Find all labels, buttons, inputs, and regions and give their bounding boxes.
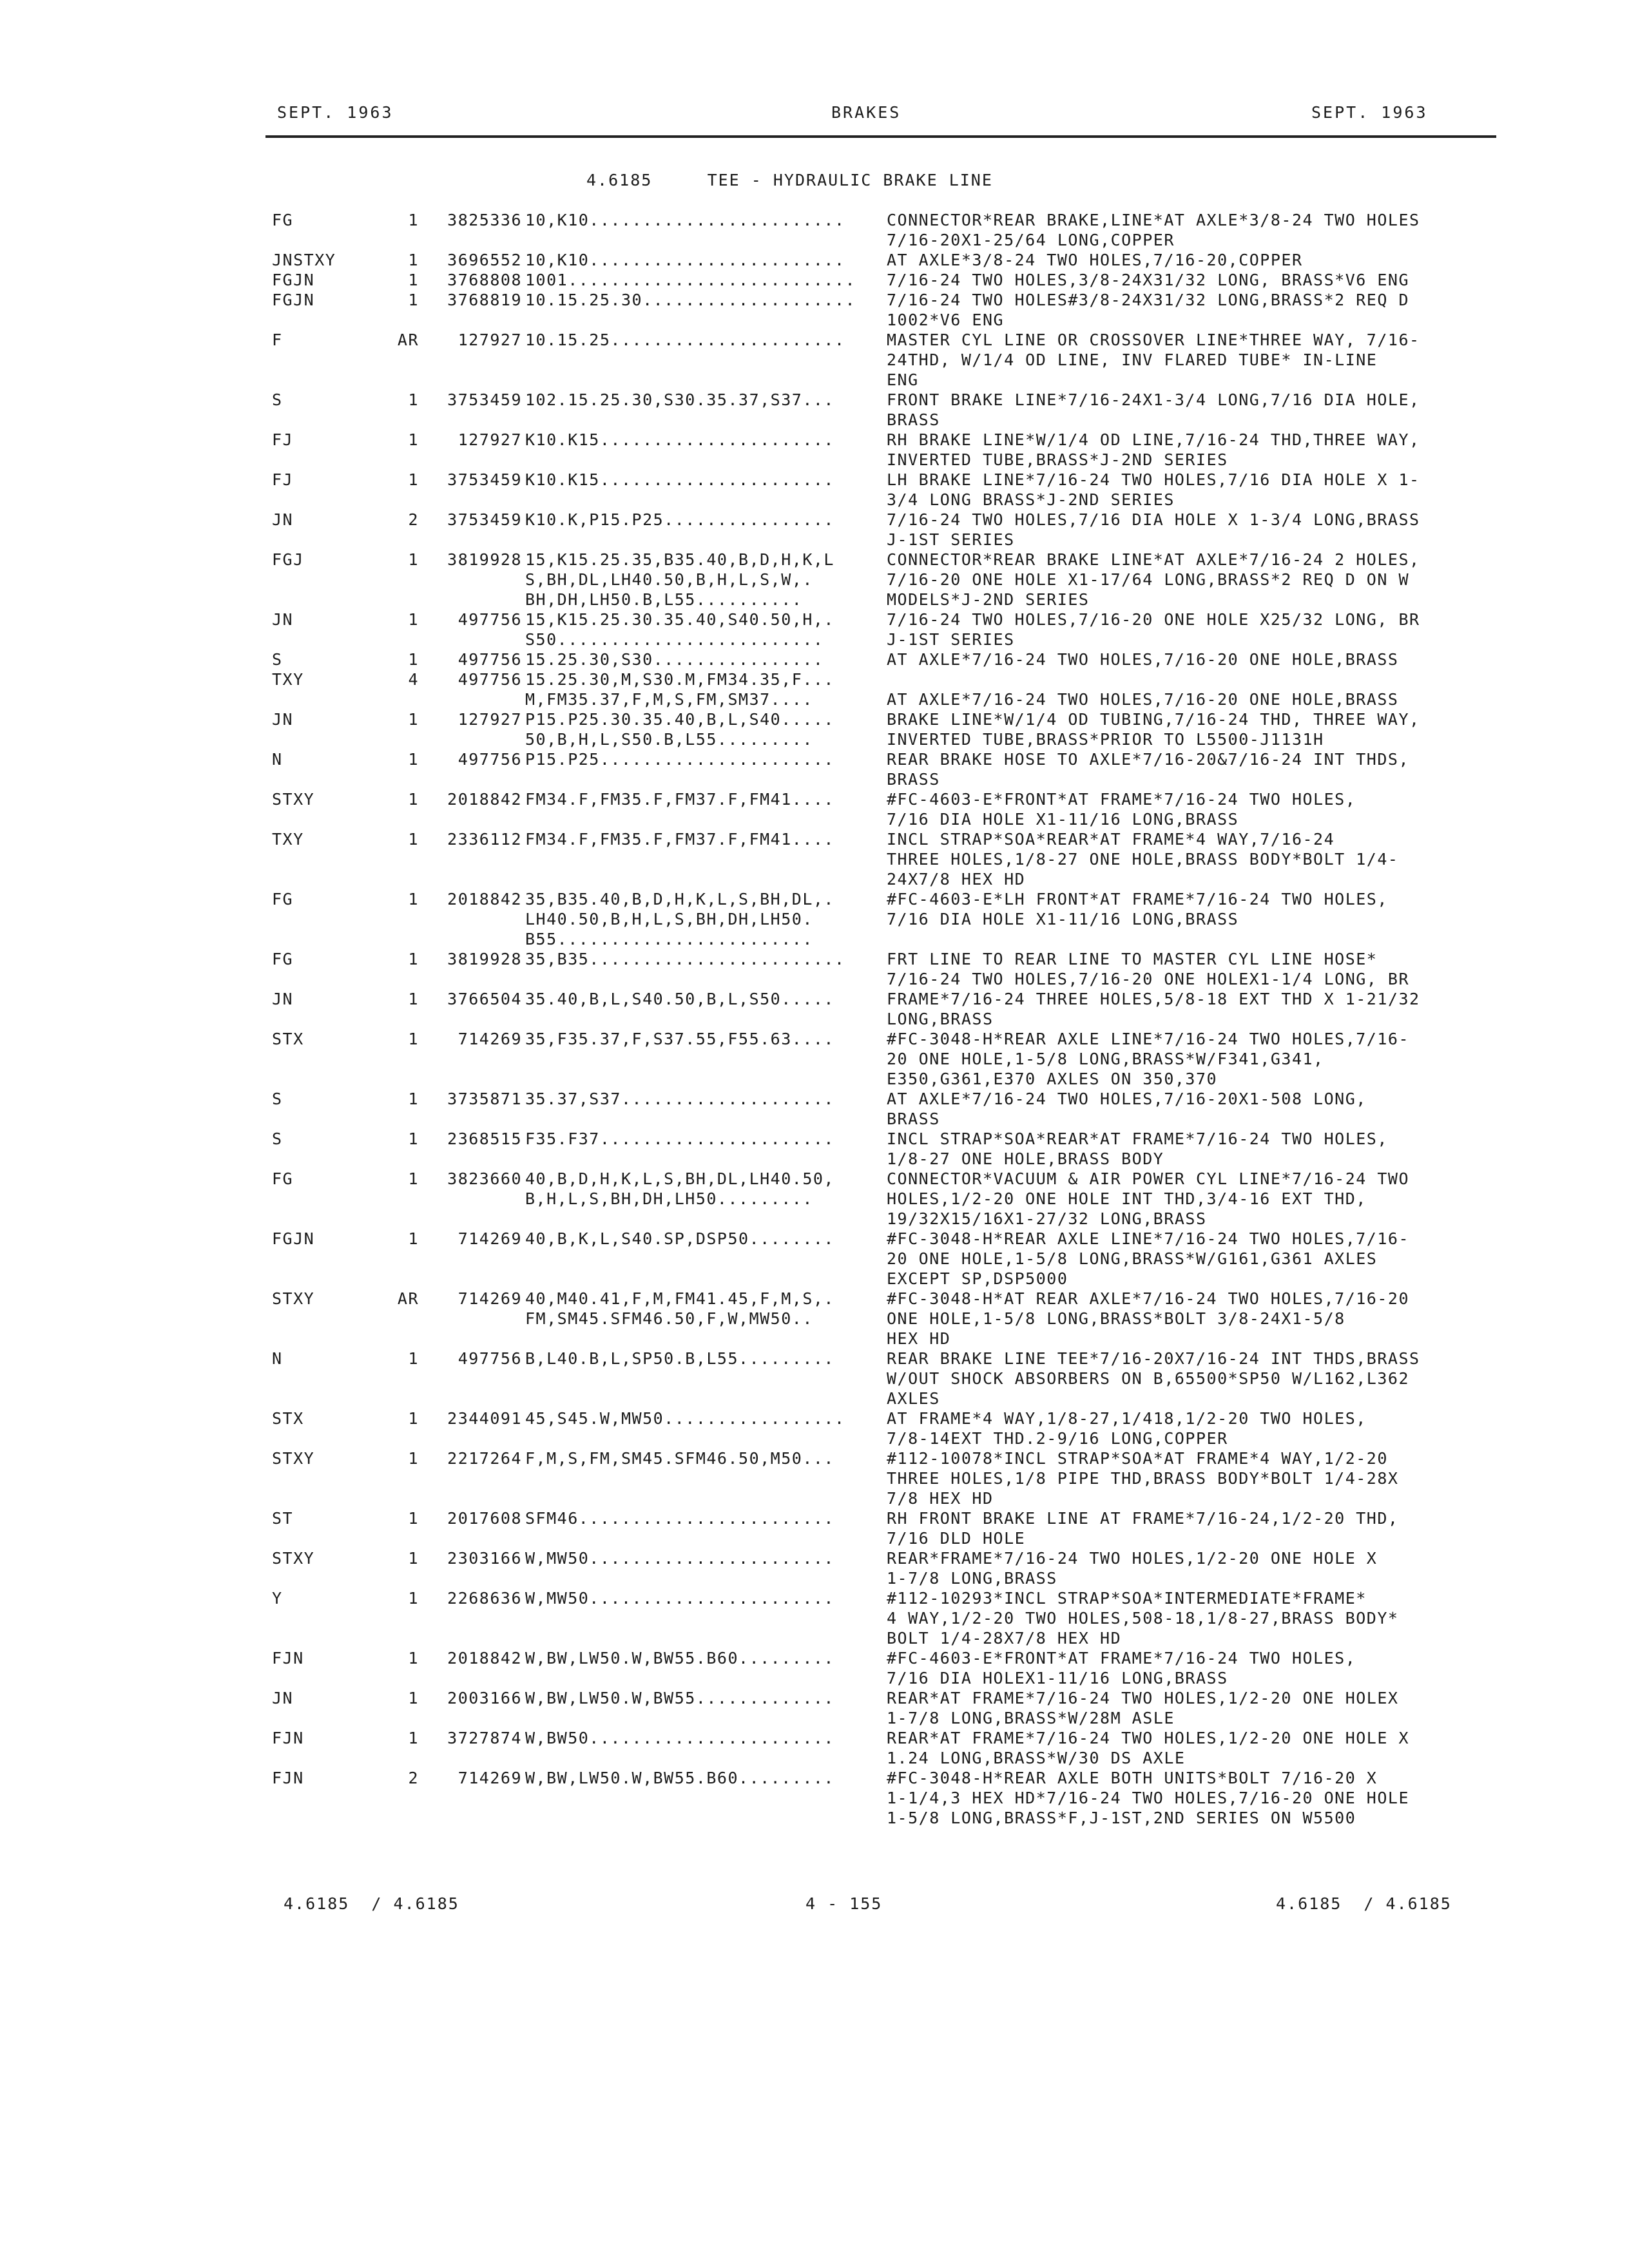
part-number: 714269: [458, 1030, 522, 1048]
description-line: 7/16 DIA HOLE X1-11/16 LONG,BRASS: [887, 910, 1239, 928]
series-line: LH40.50,B,H,L,S,BH,DH,LH50.: [525, 910, 813, 928]
description-line: 3/4 LONG BRASS*J-2ND SERIES: [887, 490, 1175, 509]
model-codes: FJ: [272, 470, 294, 489]
description-line: REAR BRAKE HOSE TO AXLE*7/16-20&7/16-24 INT THDS,: [887, 750, 1410, 769]
model-codes: STXY: [272, 1449, 315, 1468]
description-line: ONE HOLE,1-5/8 LONG,BRASS*BOLT 3/8-24X1-5/8: [887, 1309, 1345, 1328]
model-codes: TXY: [272, 830, 304, 849]
quantity: 1: [408, 1509, 419, 1528]
description-line: RH FRONT BRAKE LINE AT FRAME*7/16-24,1/2-20 THD,: [887, 1509, 1399, 1528]
quantity: 1: [408, 890, 419, 908]
description-line: 7/8 HEX HD: [887, 1489, 994, 1508]
series-line: W,MW50.......................: [525, 1589, 834, 1608]
part-number: 3753459: [447, 390, 522, 409]
part-number: 3819928: [447, 550, 522, 569]
description-line: AT AXLE*7/16-24 TWO HOLES,7/16-20X1-508 LONG,: [887, 1090, 1367, 1108]
series-line: 35,F35.37,F,S37.55,F55.63....: [525, 1030, 834, 1048]
quantity: 1: [408, 430, 419, 449]
part-number: 2018842: [447, 790, 522, 809]
part-number: 2268636: [447, 1589, 522, 1608]
series-line: 15,K15.25.35,B35.40,B,D,H,K,L: [525, 550, 834, 569]
description-line: BRAKE LINE*W/1/4 OD TUBING,7/16-24 THD, THREE WAY,: [887, 710, 1420, 729]
description-line: #FC-4603-E*FRONT*AT FRAME*7/16-24 TWO HOLES,: [887, 790, 1356, 809]
model-codes: S: [272, 1129, 283, 1148]
series-line: 10.15.25......................: [525, 331, 845, 349]
description-line: HOLES,1/2-20 ONE HOLE INT THD,3/4-16 EXT THD,: [887, 1189, 1367, 1208]
description-line: 7/16 DIA HOLEX1-11/16 LONG,BRASS: [887, 1669, 1228, 1687]
part-number: 497756: [458, 1349, 522, 1368]
part-number: 714269: [458, 1289, 522, 1308]
description-line: REAR*FRAME*7/16-24 TWO HOLES,1/2-20 ONE HOLE X: [887, 1549, 1378, 1568]
description-line: 1.24 LONG,BRASS*W/30 DS AXLE: [887, 1749, 1186, 1767]
quantity: 1: [408, 271, 419, 289]
model-codes: FG: [272, 890, 294, 908]
quantity: 1: [408, 1349, 419, 1368]
series-line: B,H,L,S,BH,DH,LH50.........: [525, 1189, 813, 1208]
series-line: M,FM35.37,F,M,S,FM,SM37....: [525, 690, 813, 709]
series-line: F,M,S,FM,SM45.SFM46.50,M50...: [525, 1449, 834, 1468]
quantity: 1: [408, 390, 419, 409]
description-line: 1/8-27 ONE HOLE,BRASS BODY: [887, 1149, 1164, 1168]
model-codes: STXY: [272, 790, 315, 809]
quantity: 1: [408, 750, 419, 769]
quantity: 1: [408, 1229, 419, 1248]
series-line: K10.K,P15.P25................: [525, 510, 834, 529]
description-line: REAR*AT FRAME*7/16-24 TWO HOLES,1/2-20 ONE HOLEX: [887, 1689, 1399, 1707]
description-line: J-1ST SERIES: [887, 530, 1015, 549]
series-line: B55........................: [525, 930, 813, 948]
quantity: 1: [408, 990, 419, 1008]
series-line: 102.15.25.30,S30.35.37,S37...: [525, 390, 834, 409]
series-line: 10,K10........................: [525, 251, 845, 269]
series-line: 40,B,K,L,S40.SP,DSP50........: [525, 1229, 834, 1248]
series-line: 15.25.30,S30................: [525, 650, 824, 669]
description-line: FRONT BRAKE LINE*7/16-24X1-3/4 LONG,7/16 DIA HOLE,: [887, 390, 1420, 409]
footer-ref-right: 4.6185 / 4.6185: [1276, 1894, 1452, 1913]
series-line: FM,SM45.SFM46.50,F,W,MW50..: [525, 1309, 813, 1328]
part-number: 497756: [458, 750, 522, 769]
series-line: P15.P25......................: [525, 750, 834, 769]
description-line: #FC-3048-H*REAR AXLE BOTH UNITS*BOLT 7/16-20 X: [887, 1769, 1378, 1787]
model-codes: JN: [272, 710, 294, 729]
section-title: 4.6185 TEE - HYDRAULIC BRAKE LINE: [586, 171, 993, 189]
quantity: 1: [408, 950, 419, 968]
model-codes: STX: [272, 1409, 304, 1428]
series-line: K10.K15......................: [525, 430, 834, 449]
model-codes: JN: [272, 610, 294, 629]
part-number: 3753459: [447, 470, 522, 489]
quantity: 1: [408, 1689, 419, 1707]
part-number: 2217264: [447, 1449, 522, 1468]
description-line: #FC-4603-E*FRONT*AT FRAME*7/16-24 TWO HOLES,: [887, 1649, 1356, 1667]
series-line: 15.25.30,M,S30.M,FM34.35,F...: [525, 670, 834, 689]
quantity: 4: [408, 670, 419, 689]
description-line: 7/16-20 ONE HOLE X1-17/64 LONG,BRASS*2 REQ D ON W: [887, 570, 1410, 589]
model-codes: N: [272, 750, 283, 769]
header-rule: [265, 135, 1496, 138]
model-codes: FJ: [272, 430, 294, 449]
description-line: REAR BRAKE LINE TEE*7/16-20X7/16-24 INT THDS,BRASS: [887, 1349, 1420, 1368]
header-section-title: BRAKES: [831, 103, 901, 122]
quantity: 1: [408, 830, 419, 849]
part-number: 2003166: [447, 1689, 522, 1707]
series-line: FM34.F,FM35.F,FM37.F,FM41....: [525, 830, 834, 849]
part-number: 3766504: [447, 990, 522, 1008]
series-line: 10,K10........................: [525, 211, 845, 229]
model-codes: S: [272, 1090, 283, 1108]
quantity: 1: [408, 1589, 419, 1608]
quantity: 1: [408, 1129, 419, 1148]
series-line: F35.F37......................: [525, 1129, 834, 1148]
part-number: 3768819: [447, 291, 522, 309]
model-codes: S: [272, 390, 283, 409]
quantity: 2: [408, 1769, 419, 1787]
description-line: HEX HD: [887, 1329, 951, 1348]
description-line: INVERTED TUBE,BRASS*PRIOR TO L5500-J1131H: [887, 730, 1324, 749]
description-line: 7/16 DIA HOLE X1-11/16 LONG,BRASS: [887, 810, 1239, 829]
description-line: #112-10293*INCL STRAP*SOA*INTERMEDIATE*FRAME*: [887, 1589, 1367, 1608]
series-line: K10.K15......................: [525, 470, 834, 489]
description-line: MODELS*J-2ND SERIES: [887, 590, 1090, 609]
quantity: 1: [408, 1649, 419, 1667]
model-codes: ST: [272, 1509, 294, 1528]
series-line: 50,B,H,L,S50.B,L55.........: [525, 730, 813, 749]
part-number: 2336112: [447, 830, 522, 849]
description-line: THREE HOLES,1/8 PIPE THD,BRASS BODY*BOLT 1/4-28X: [887, 1469, 1399, 1488]
description-line: EXCEPT SP,DSP5000: [887, 1269, 1068, 1288]
part-number: 2368515: [447, 1129, 522, 1148]
description-line: INVERTED TUBE,BRASS*J-2ND SERIES: [887, 450, 1228, 469]
series-line: 15,K15.25.30.35.40,S40.50,H,.: [525, 610, 834, 629]
part-number: 3727874: [447, 1729, 522, 1747]
series-line: FM34.F,FM35.F,FM37.F,FM41....: [525, 790, 834, 809]
description-line: 20 ONE HOLE,1-5/8 LONG,BRASS*W/F341,G341,: [887, 1050, 1324, 1068]
description-line: 7/16-24 TWO HOLES,7/16 DIA HOLE X 1-3/4 LONG,BRASS: [887, 510, 1420, 529]
series-line: 10.15.25.30....................: [525, 291, 856, 309]
model-codes: TXY: [272, 670, 304, 689]
model-codes: F: [272, 331, 283, 349]
model-codes: FGJN: [272, 291, 315, 309]
part-number: 3825336: [447, 211, 522, 229]
description-line: INCL STRAP*SOA*REAR*AT FRAME*4 WAY,7/16-24: [887, 830, 1335, 849]
description-line: #FC-4603-E*LH FRONT*AT FRAME*7/16-24 TWO HOLES,: [887, 890, 1388, 908]
model-codes: STX: [272, 1030, 304, 1048]
quantity: 1: [408, 610, 419, 629]
part-number: 2018842: [447, 1649, 522, 1667]
model-codes: FJN: [272, 1649, 304, 1667]
description-line: INCL STRAP*SOA*REAR*AT FRAME*7/16-24 TWO HOLES,: [887, 1129, 1388, 1148]
model-codes: JN: [272, 510, 294, 529]
series-line: W,BW50.......................: [525, 1729, 834, 1747]
part-number: 3735871: [447, 1090, 522, 1108]
part-number: 2018842: [447, 890, 522, 908]
part-number: 127927: [458, 430, 522, 449]
model-codes: FGJN: [272, 1229, 315, 1248]
series-line: W,BW,LW50.W,BW55.............: [525, 1689, 834, 1707]
description-line: 7/16-24 TWO HOLES#3/8-24X31/32 LONG,BRASS*2 REQ D: [887, 291, 1410, 309]
model-codes: JN: [272, 990, 294, 1008]
series-line: 35.40,B,L,S40.50,B,L,S50.....: [525, 990, 834, 1008]
description-line: 7/8-14EXT THD.2-9/16 LONG,COPPER: [887, 1429, 1228, 1448]
description-line: FRT LINE TO REAR LINE TO MASTER CYL LINE HOSE*: [887, 950, 1378, 968]
description-line: LONG,BRASS: [887, 1010, 994, 1028]
model-codes: Y: [272, 1589, 283, 1608]
description-line: 4 WAY,1/2-20 TWO HOLES,508-18,1/8-27,BRASS BODY*: [887, 1609, 1399, 1628]
series-line: W,MW50.......................: [525, 1549, 834, 1568]
description-line: 7/16-24 TWO HOLES,7/16-20 ONE HOLE X25/32 LONG, BR: [887, 610, 1420, 629]
description-line: 24X7/8 HEX HD: [887, 870, 1026, 889]
quantity: 1: [408, 1449, 419, 1468]
part-number: 127927: [458, 710, 522, 729]
model-codes: STXY: [272, 1549, 315, 1568]
quantity: 1: [408, 550, 419, 569]
quantity: 1: [408, 1090, 419, 1108]
description-line: #FC-3048-H*REAR AXLE LINE*7/16-24 TWO HOLES,7/16-: [887, 1229, 1410, 1248]
series-line: 35,B35........................: [525, 950, 845, 968]
quantity: 1: [408, 1409, 419, 1428]
quantity: AR: [397, 1289, 419, 1308]
description-line: 7/16-24 TWO HOLES,3/8-24X31/32 LONG, BRASS*V6 ENG: [887, 271, 1410, 289]
description-line: ENG: [887, 370, 919, 389]
description-line: #FC-3048-H*REAR AXLE LINE*7/16-24 TWO HOLES,7/16-: [887, 1030, 1410, 1048]
description-line: E350,G361,E370 AXLES ON 350,370: [887, 1070, 1218, 1088]
description-line: BRASS: [887, 1110, 940, 1128]
quantity: 1: [408, 1030, 419, 1048]
description-line: 20 ONE HOLE,1-5/8 LONG,BRASS*W/G161,G361 AXLES: [887, 1249, 1378, 1268]
description-line: 7/16-20X1-25/64 LONG,COPPER: [887, 231, 1175, 249]
description-line: LH BRAKE LINE*7/16-24 TWO HOLES,7/16 DIA HOLE X 1-: [887, 470, 1420, 489]
description-line: 19/32X15/16X1-27/32 LONG,BRASS: [887, 1209, 1207, 1228]
model-codes: FJN: [272, 1729, 304, 1747]
page-number: 4 - 155: [805, 1894, 883, 1913]
description-line: AXLES: [887, 1389, 940, 1408]
model-codes: S: [272, 650, 283, 669]
description-line: FRAME*7/16-24 THREE HOLES,5/8-18 EXT THD X 1-21/32: [887, 990, 1420, 1008]
description-line: 24THD, W/1/4 OD LINE, INV FLARED TUBE* IN-LINE: [887, 351, 1378, 369]
quantity: 1: [408, 650, 419, 669]
part-number: 497756: [458, 650, 522, 669]
part-number: 497756: [458, 610, 522, 629]
quantity: 1: [408, 1729, 419, 1747]
model-codes: STXY: [272, 1289, 315, 1308]
footer-ref-left: 4.6185 / 4.6185: [284, 1894, 459, 1913]
series-line: 35.37,S37....................: [525, 1090, 834, 1108]
description-line: CONNECTOR*REAR BRAKE,LINE*AT AXLE*3/8-24 TWO HOLES: [887, 211, 1420, 229]
description-line: J-1ST SERIES: [887, 630, 1015, 649]
description-line: 7/16 DLD HOLE: [887, 1529, 1026, 1548]
part-number: 127927: [458, 331, 522, 349]
quantity: AR: [397, 331, 419, 349]
part-number: 3819928: [447, 950, 522, 968]
description-line: RH BRAKE LINE*W/1/4 OD LINE,7/16-24 THD,THREE WAY,: [887, 430, 1420, 449]
description-line: 1-5/8 LONG,BRASS*F,J-1ST,2ND SERIES ON W5500: [887, 1809, 1356, 1827]
description-line: REAR*AT FRAME*7/16-24 TWO HOLES,1/2-20 ONE HOLE X: [887, 1729, 1410, 1747]
description-line: 7/16-24 TWO HOLES,7/16-20 ONE HOLEX1-1/4 LONG, BR: [887, 970, 1410, 988]
series-line: S,BH,DL,LH40.50,B,H,L,S,W,.: [525, 570, 813, 589]
model-codes: FG: [272, 950, 294, 968]
model-codes: JNSTXY: [272, 251, 336, 269]
quantity: 1: [408, 211, 419, 229]
part-number: 3823660: [447, 1169, 522, 1188]
model-codes: N: [272, 1349, 283, 1368]
part-number: 2303166: [447, 1549, 522, 1568]
series-line: 35,B35.40,B,D,H,K,L,S,BH,DL,.: [525, 890, 834, 908]
series-line: W,BW,LW50.W,BW55.B60.........: [525, 1649, 834, 1667]
part-number: 3768808: [447, 271, 522, 289]
description-line: 1-7/8 LONG,BRASS: [887, 1569, 1057, 1588]
series-line: 45,S45.W,MW50.................: [525, 1409, 845, 1428]
description-line: BRASS: [887, 770, 940, 789]
description-line: CONNECTOR*REAR BRAKE LINE*AT AXLE*7/16-24 2 HOLES,: [887, 550, 1420, 569]
model-codes: FJN: [272, 1769, 304, 1787]
description-line: AT FRAME*4 WAY,1/8-27,1/418,1/2-20 TWO HOLES,: [887, 1409, 1367, 1428]
description-line: W/OUT SHOCK ABSORBERS ON B,65500*SP50 W/L162,L362: [887, 1369, 1410, 1388]
series-line: 1001...........................: [525, 271, 856, 289]
quantity: 1: [408, 291, 419, 309]
header-date-left: SEPT. 1963: [277, 103, 394, 122]
description-line: BRASS: [887, 410, 940, 429]
quantity: 1: [408, 1549, 419, 1568]
part-number: 714269: [458, 1229, 522, 1248]
description-line: 1-7/8 LONG,BRASS*W/28M ASLE: [887, 1709, 1175, 1727]
quantity: 2: [408, 510, 419, 529]
model-codes: FG: [272, 1169, 294, 1188]
description-line: BOLT 1/4-28X7/8 HEX HD: [887, 1629, 1122, 1648]
series-line: P15.P25.30.35.40,B,L,S40.....: [525, 710, 834, 729]
model-codes: JN: [272, 1689, 294, 1707]
quantity: 1: [408, 1169, 419, 1188]
part-number: 3753459: [447, 510, 522, 529]
quantity: 1: [408, 251, 419, 269]
part-number: 2017608: [447, 1509, 522, 1528]
quantity: 1: [408, 710, 419, 729]
description-line: AT AXLE*3/8-24 TWO HOLES,7/16-20,COPPER: [887, 251, 1303, 269]
quantity: 1: [408, 470, 419, 489]
series-line: SFM46........................: [525, 1509, 834, 1528]
description-line: AT AXLE*7/16-24 TWO HOLES,7/16-20 ONE HOLE,BRASS: [887, 650, 1399, 669]
description-line: MASTER CYL LINE OR CROSSOVER LINE*THREE WAY, 7/16-: [887, 331, 1420, 349]
model-codes: FGJ: [272, 550, 304, 569]
header-date-right: SEPT. 1963: [1311, 103, 1428, 122]
description-line: 1002*V6 ENG: [887, 311, 1005, 329]
series-line: BH,DH,LH50.B,L55..........: [525, 590, 803, 609]
part-number: 714269: [458, 1769, 522, 1787]
description-line: #FC-3048-H*AT REAR AXLE*7/16-24 TWO HOLES,7/16-20: [887, 1289, 1410, 1308]
part-number: 497756: [458, 670, 522, 689]
description-line: AT AXLE*7/16-24 TWO HOLES,7/16-20 ONE HOLE,BRASS: [887, 690, 1399, 709]
quantity: 1: [408, 790, 419, 809]
description-line: THREE HOLES,1/8-27 ONE HOLE,BRASS BODY*BOLT 1/4-: [887, 850, 1399, 869]
model-codes: FGJN: [272, 271, 315, 289]
description-line: #112-10078*INCL STRAP*SOA*AT FRAME*4 WAY,1/2-20: [887, 1449, 1388, 1468]
description-line: CONNECTOR*VACUUM & AIR POWER CYL LINE*7/16-24 TWO: [887, 1169, 1410, 1188]
part-number: 2344091: [447, 1409, 522, 1428]
series-line: W,BW,LW50.W,BW55.B60.........: [525, 1769, 834, 1787]
series-line: S50.........................: [525, 630, 824, 649]
series-line: 40,B,D,H,K,L,S,BH,DL,LH40.50,: [525, 1169, 834, 1188]
series-line: B,L40.B,L,SP50.B,L55.........: [525, 1349, 834, 1368]
model-codes: FG: [272, 211, 294, 229]
description-line: 1-1/4,3 HEX HD*7/16-24 TWO HOLES,7/16-20 ONE HOLE: [887, 1789, 1410, 1807]
series-line: 40,M40.41,F,M,FM41.45,F,M,S,.: [525, 1289, 834, 1308]
part-number: 3696552: [447, 251, 522, 269]
